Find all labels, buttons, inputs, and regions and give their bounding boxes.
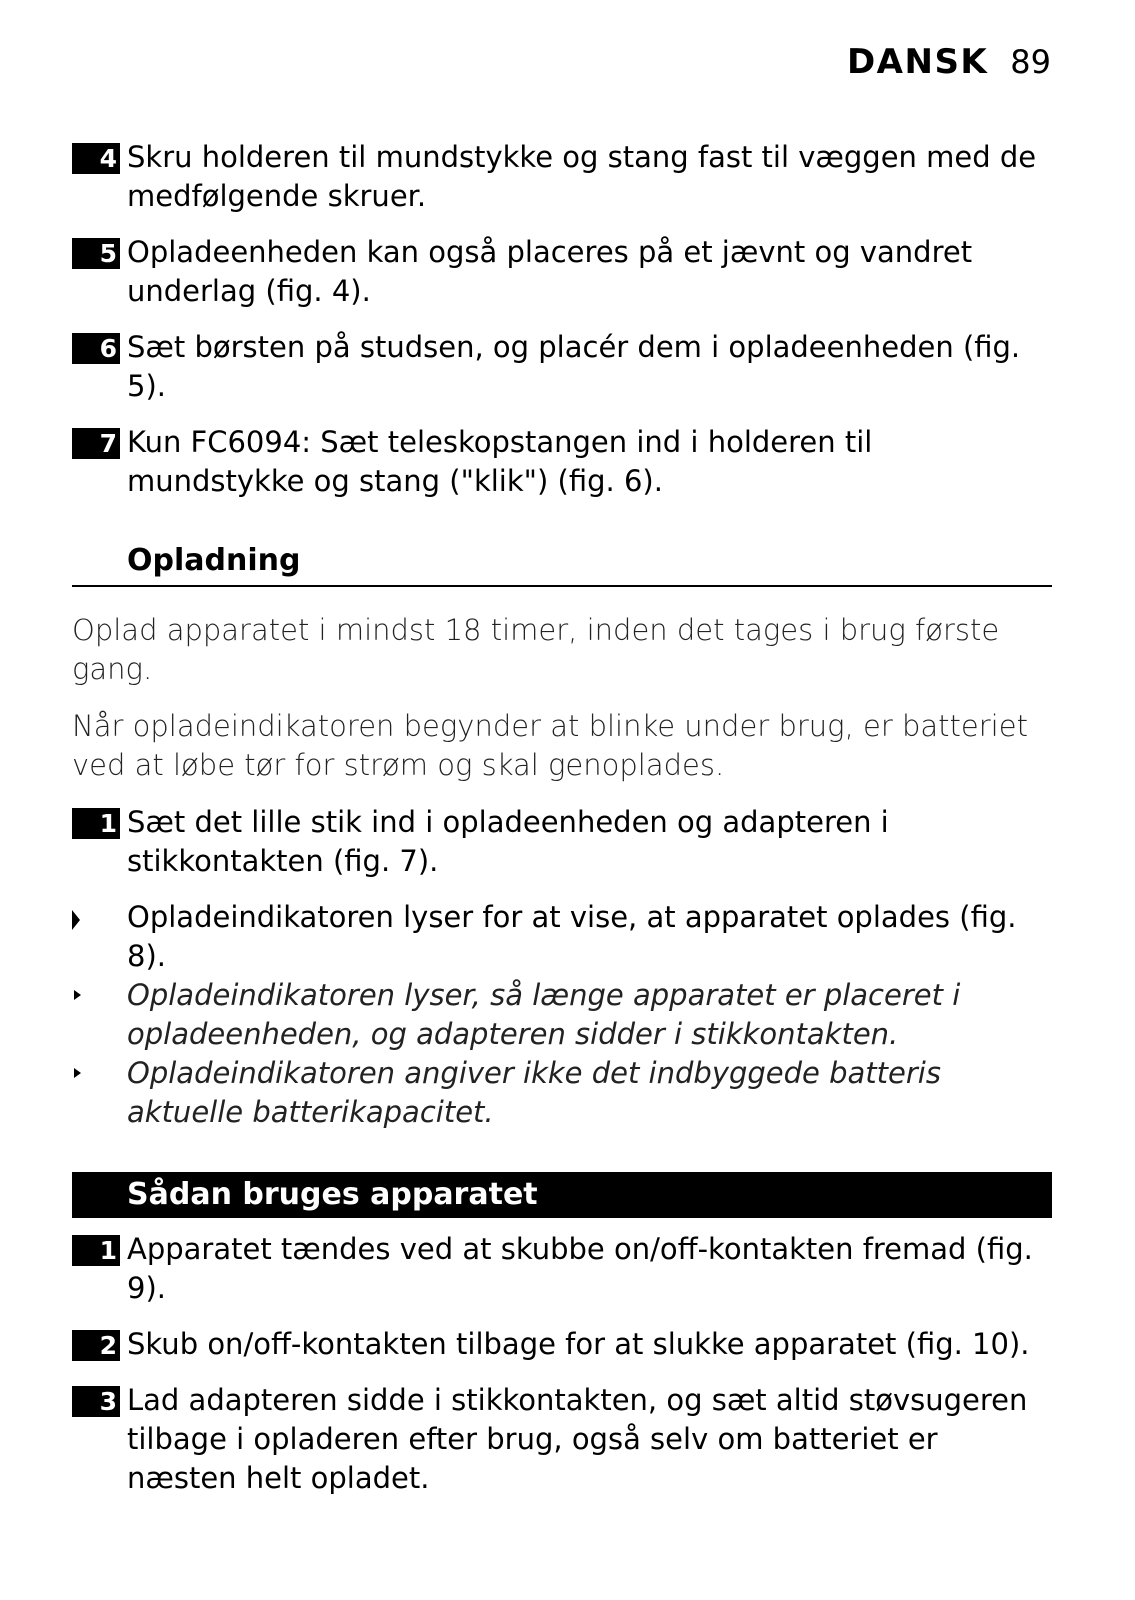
step-text: Sæt det lille stik ind i opladeenheden og adapteren i stikkontakten (fig. 7). [127, 805, 889, 878]
step-number: 7 [72, 428, 120, 459]
page-header [847, 42, 1051, 82]
result-item [72, 898, 1052, 976]
step-text: Kun FC6094: Sæt teleskopstangen ind i holderen til mundstykke og stang ("klik") (fig. 6). [127, 425, 873, 498]
step-text: Apparatet tændes ved at skubbe on/off-kontakten fremad (fig. 9). [127, 1232, 1033, 1305]
step-number: 1 [72, 1235, 120, 1266]
step-number: 3 [72, 1386, 120, 1417]
step-item [72, 138, 1052, 216]
language-label: DANSK [846, 42, 989, 82]
paragraph: Oplad apparatet i mindst 18 timer, inden det tages i brug første gang. [72, 613, 1000, 686]
step-item [72, 328, 1052, 406]
step-item [72, 1230, 1052, 1308]
note-text: Opladeindikatoren lyser, så længe apparatet er placeret i opladeenheden, og adapteren sidder i stikkontakten. [127, 978, 961, 1051]
step-number: 2 [72, 1330, 120, 1361]
step-text: Opladeenheden kan også placeres på et jævnt og vandret underlag (fig. 4). [127, 235, 973, 308]
section-heading-usage: Sådan bruges apparatet [72, 1172, 1052, 1218]
step-text: Lad adapteren sidde i stikkontakten, og sæt altid støvsugeren tilbage i opladeren efter brug, også selv om batteriet er næsten helt opladet. [127, 1383, 1028, 1495]
step-text: Skub on/off-kontakten tilbage for at slukke apparatet (fig. 10). [127, 1327, 1030, 1361]
page-content [72, 138, 1052, 1515]
section-heading-charging: Opladning [72, 539, 1052, 587]
step-item [72, 423, 1052, 501]
step-item [72, 1325, 1052, 1364]
bullet-arrow-icon [74, 1068, 81, 1078]
step-number: 4 [72, 143, 120, 174]
step-item [72, 233, 1052, 311]
result-text: Opladeindikatoren lyser for at vise, at apparatet oplades (fig. 8). [127, 900, 1017, 973]
note-item [72, 1054, 1052, 1132]
step-number: 1 [72, 808, 120, 839]
step-text: Skru holderen til mundstykke og stang fast til væggen med de medfølgende skruer. [127, 140, 1037, 213]
note-item [72, 976, 1052, 1054]
step-number: 6 [72, 333, 120, 364]
step-text: Sæt børsten på studsen, og placér dem i opladeenheden (fig. 5). [127, 330, 1021, 403]
bullet-arrow-icon [74, 990, 81, 1000]
step-item [72, 803, 1052, 881]
paragraph: Når opladeindikatoren begynder at blinke under brug, er batteriet ved at løbe tør for strøm og skal genoplades. [72, 709, 1028, 782]
note-text: Opladeindikatoren angiver ikke det indbyggede batteris aktuelle batterikapacitet. [127, 1056, 941, 1129]
step-number: 5 [72, 238, 120, 269]
step-item [72, 1381, 1052, 1498]
result-marker-icon [72, 910, 80, 930]
page-number: 89 [1010, 43, 1051, 81]
